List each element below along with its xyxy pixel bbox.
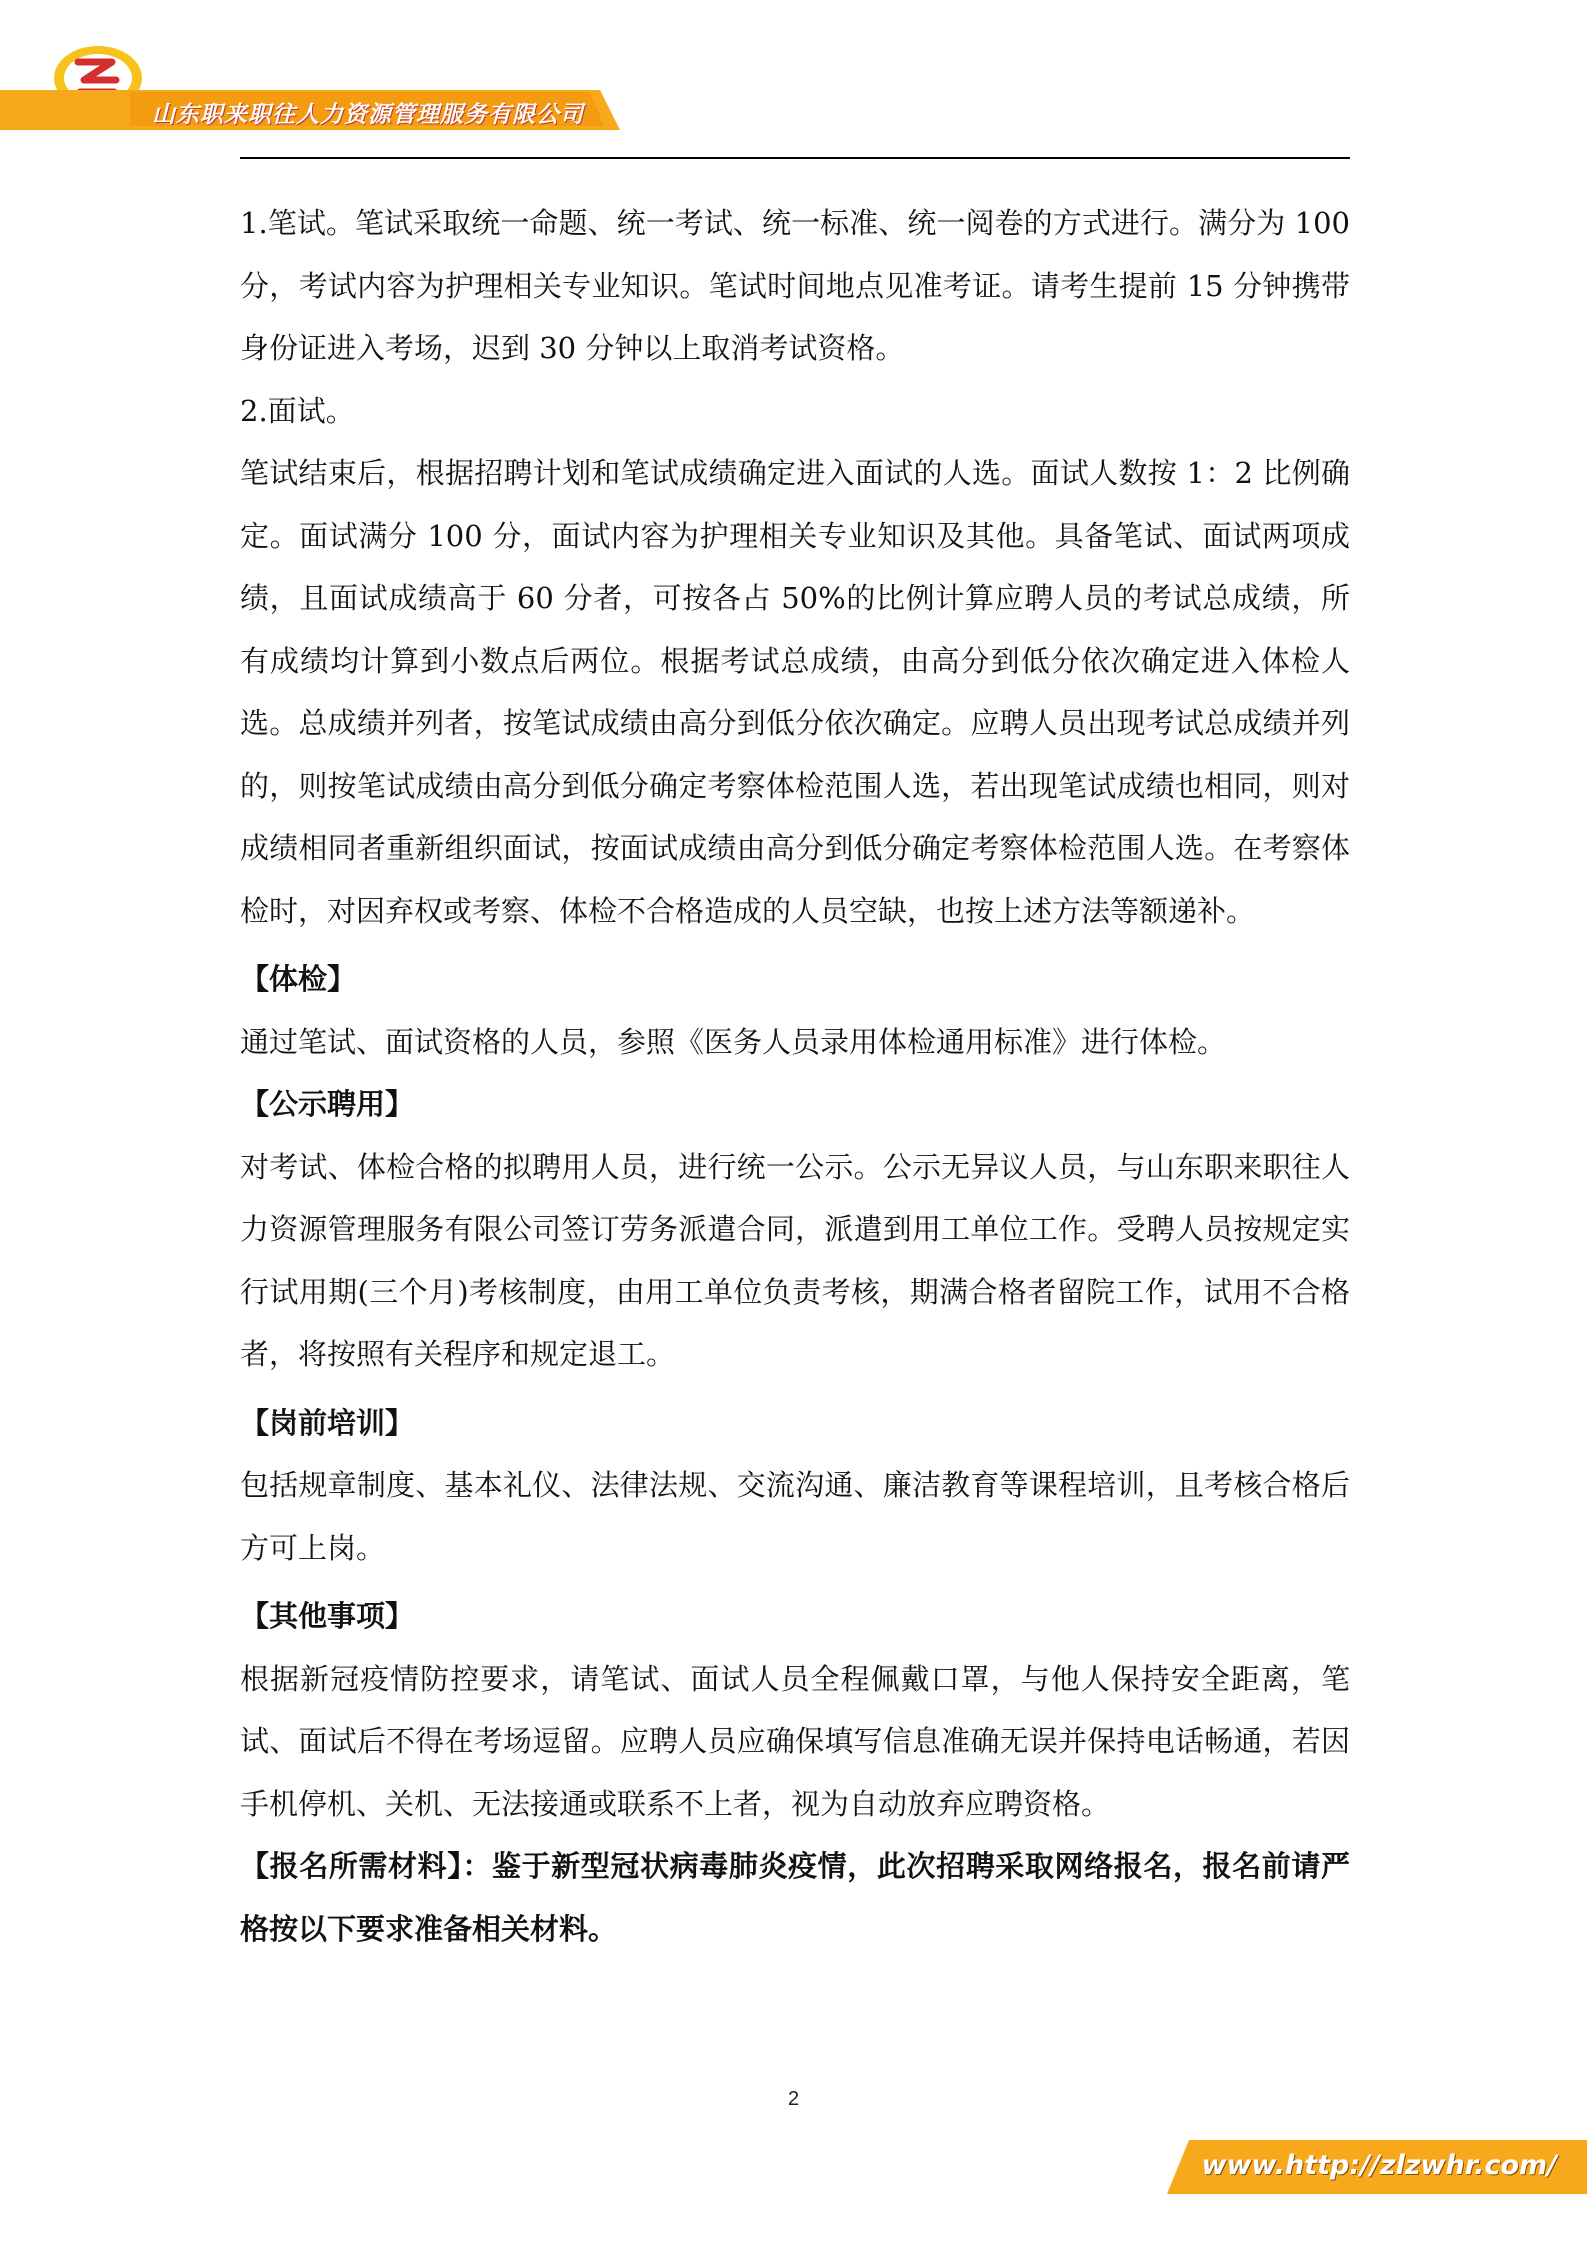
footer-url[interactable]: www.http://zlzwhr.com/ — [1201, 2150, 1557, 2181]
section-heading-training: 【岗前培训】 — [240, 1405, 415, 1440]
section-heading-other: 【其他事项】 — [240, 1599, 415, 1633]
paragraph-publicity: 对考试、体检合格的拟聘用人员，进行统一公示。公示无异议人员，与山东职来职往人力资源管理服务有限公司签订劳务派遣合同，派遣到用工单位工作。受聘人员按规定实行试用期(三个月)考核制度，由用工单位负责考核，期满合格者留院工作，试用不合格者，将按照有关程序和规定退工。 — [240, 1149, 1350, 1371]
company-name: 山东职来职往人力资源管理服务有限公司 — [152, 102, 584, 128]
paragraph-physical: 通过笔试、面试资格的人员，参照《医务人员录用体检通用标准》进行体检。 — [240, 1024, 1227, 1059]
paragraph-other: 根据新冠疫情防控要求，请笔试、面试人员全程佩戴口罩，与他人保持安全距离，笔试、面试后不得在考场逗留。应聘人员应确保填写信息准确无误并保持电话畅通，若因手机停机、关机、无法接通或联系不上者，视为自动放弃应聘资格。 — [240, 1661, 1350, 1821]
section-heading-physical: 【体检】 — [240, 962, 357, 996]
paragraph-training: 包括规章制度、基本礼仪、法律法规、交流沟通、廉洁教育等课程培训，且考核合格后方可上岗。 — [240, 1468, 1350, 1565]
paragraph-interview-heading: 2.面试。 — [240, 393, 355, 428]
document-body — [240, 192, 1350, 1960]
header-divider — [240, 157, 1350, 159]
page-number: 2 — [787, 2088, 800, 2110]
paragraph-interview: 笔试结束后，根据招聘计划和笔试成绩确定进入面试的人选。面试人数按 1：2 比例确定。面试满分 100 分，面试内容为护理相关专业知识及其他。具备笔试、面试两项成绩，且面试成绩高于 60 分者，可按各占 50%的比例计算应聘人员的考试总成绩，所有成绩均计算到小数点后两位。根据考试总成绩，由高分到低分依次确定进入体检人选。总成绩并列者，按笔试成绩由高分到低分依次确定。应聘人员出现考试总成绩并列的，则按笔试成绩由高分到低分确定考察体检范围人选，若出现笔试成绩也相同，则对成绩相同者重新组织面试，按面试成绩由高分到低分确定考察体检范围人选。在考察体检时，对因弃权或考察、体检不合格造成的人员空缺，也按上述方法等额递补。 — [240, 456, 1350, 928]
paragraph-written-exam: 1.笔试。笔试采取统一命题、统一考试、统一标准、统一阅卷的方式进行。满分为 100 分，考试内容为护理相关专业知识。笔试时间地点见准考证。请考生提前 15 分钟携带身份证进入考场，迟到 30 分钟以上取消考试资格。 — [240, 206, 1350, 365]
section-heading-publicity: 【公示聘用】 — [240, 1087, 415, 1121]
paragraph-materials-notice: 【报名所需材料】：鉴于新型冠状病毒肺炎疫情，此次招聘采取网络报名，报名前请严格按以下要求准备相关材料。 — [240, 1849, 1350, 1946]
